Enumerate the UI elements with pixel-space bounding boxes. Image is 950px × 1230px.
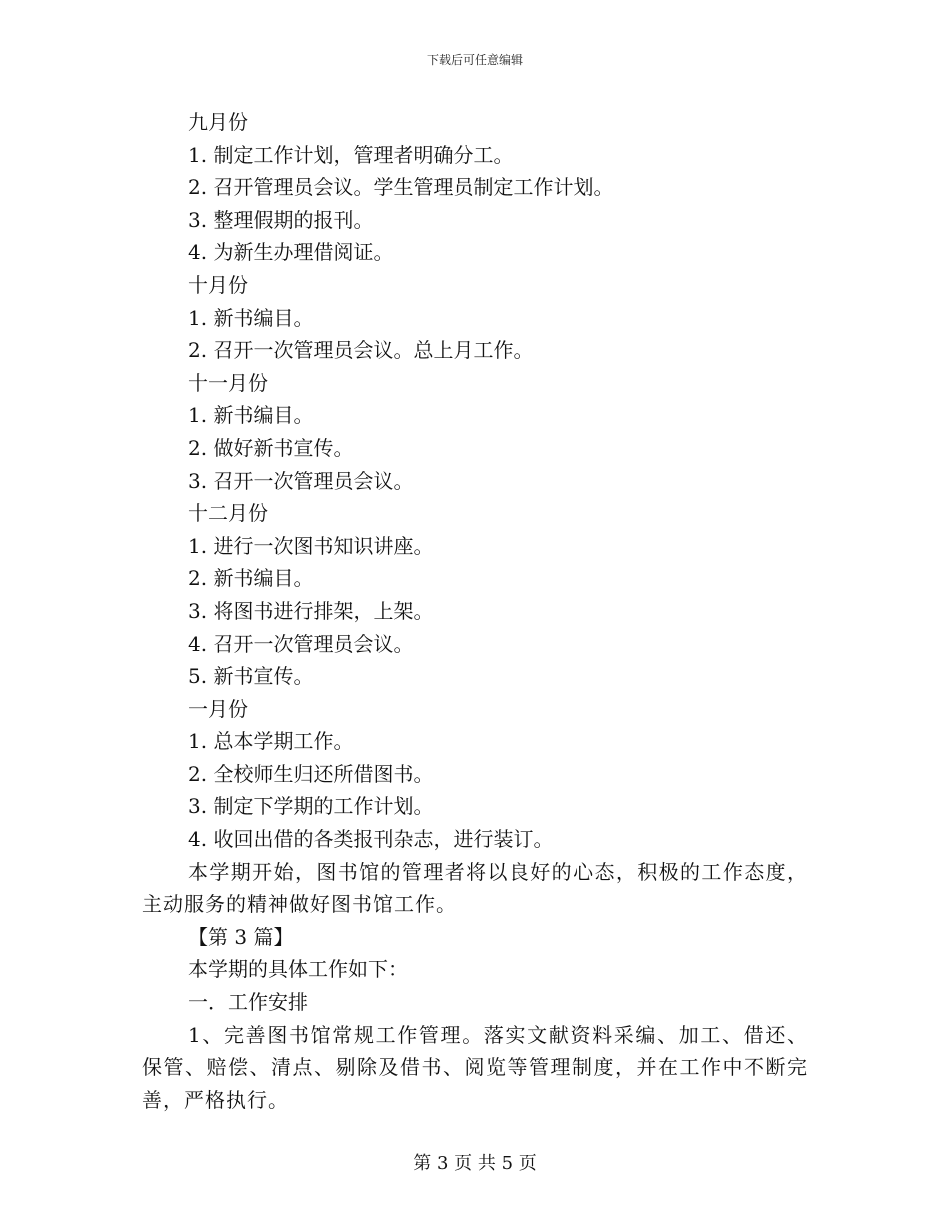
section-intro: 本学期的具体工作如下： (188, 957, 408, 982)
list-item: 1. 总本学期工作。 (188, 729, 354, 754)
document-body (142, 106, 808, 1116)
list-item: 4. 召开一次管理员会议。 (188, 631, 414, 656)
list-item: 2. 召开一次管理员会议。总上月工作。 (188, 338, 534, 363)
month-heading-december: 十二月份 (188, 501, 268, 526)
list-item: 2. 新书编目。 (188, 566, 314, 591)
month-heading-september: 九月份 (188, 110, 248, 134)
list-item: 2. 全校师生归还所借图书。 (188, 761, 434, 786)
month-heading-january: 一月份 (188, 696, 248, 721)
header-note: 下载后可任意编辑 (426, 53, 523, 67)
section-title: 【第 3 篇】 (188, 924, 294, 949)
list-item: 5. 新书宣传。 (188, 664, 314, 689)
list-item: 1. 进行一次图书知识讲座。 (188, 533, 434, 558)
list-item: 1. 新书编目。 (188, 305, 314, 330)
list-item: 3. 整理假期的报刊。 (188, 207, 374, 232)
item-paragraph: 1、完善图书馆常规工作管理。落实文献资料采编、加工、借还、保管、赔偿、清点、剔除及借书、阅览等管理制度，并在工作中不断完善，严格执行。 (142, 1022, 808, 1112)
subsection-heading: 一．工作安排 (188, 990, 308, 1015)
page-indicator: 第 3 页 共 5 页 (413, 1153, 537, 1174)
month-heading-october: 十月份 (188, 272, 248, 297)
month-heading-november: 十一月份 (188, 370, 268, 395)
list-item: 3. 将图书进行排架，上架。 (188, 598, 434, 623)
list-item: 2. 做好新书宣传。 (188, 435, 354, 460)
closing-paragraph: 本学期开始，图书馆的管理者将以良好的心态，积极的工作态度，主动服务的精神做好图书馆工作。 (142, 859, 808, 917)
list-item: 4. 为新生办理借阅证。 (188, 240, 394, 265)
list-item: 3. 召开一次管理员会议。 (188, 468, 414, 493)
list-item: 1. 新书编目。 (188, 403, 314, 428)
list-item: 2. 召开管理员会议。学生管理员制定工作计划。 (188, 175, 614, 200)
list-item: 1. 制定工作计划，管理者明确分工。 (188, 142, 514, 167)
list-item: 4. 收回出借的各类报刊杂志，进行装订。 (188, 827, 554, 852)
list-item: 3. 制定下学期的工作计划。 (188, 794, 434, 819)
